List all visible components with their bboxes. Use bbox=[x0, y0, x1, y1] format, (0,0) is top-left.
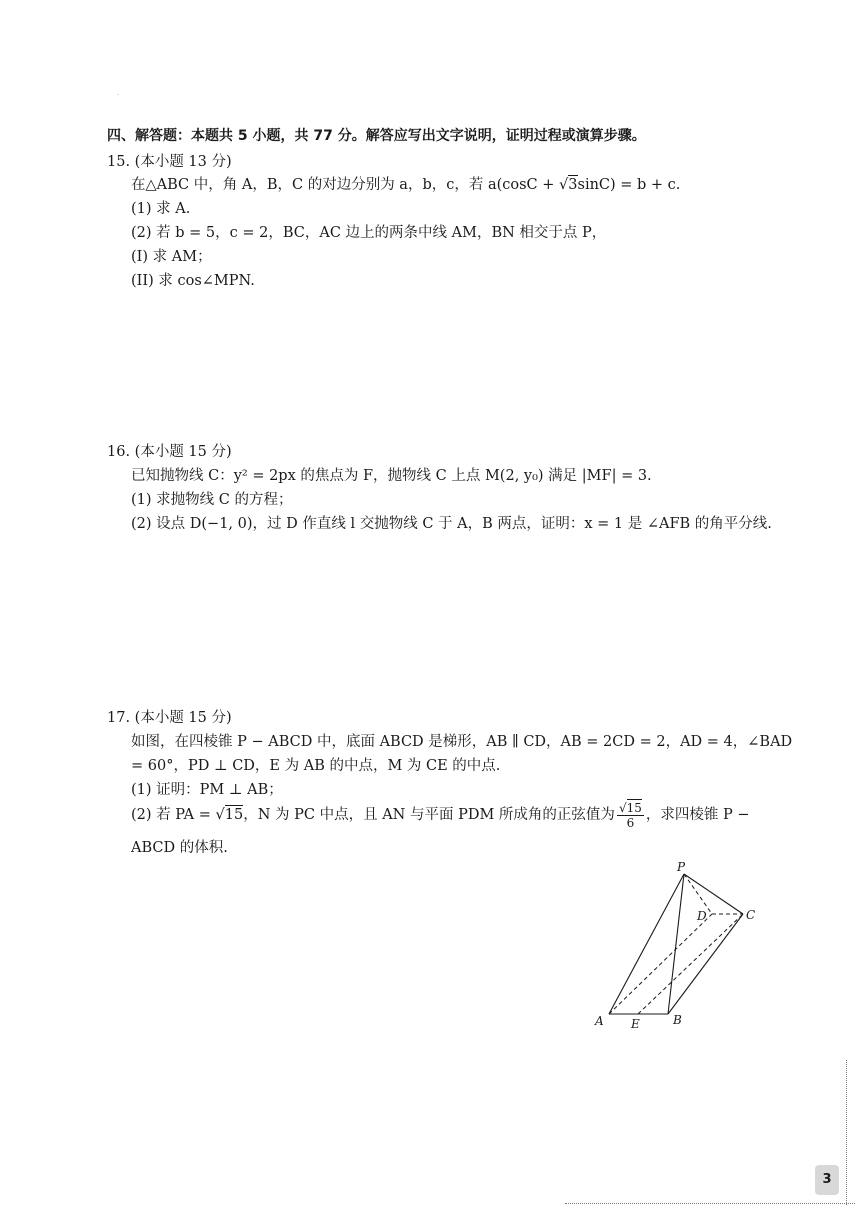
q15-stem-sqrt: 3 bbox=[568, 177, 578, 193]
q15-number: 15. (本小题 13 分) bbox=[107, 154, 232, 170]
q17-number: 17. (本小题 15 分) bbox=[107, 710, 232, 726]
q17-part1: (1) 证明：PM ⊥ AB； bbox=[131, 782, 283, 798]
label-A: A bbox=[595, 1014, 604, 1028]
edge-EC bbox=[638, 914, 743, 1014]
pyramid-figure bbox=[585, 858, 770, 1038]
edge-AD bbox=[609, 914, 712, 1014]
label-B: B bbox=[673, 1013, 682, 1027]
q17-part2-line2: ABCD 的体积. bbox=[131, 840, 228, 856]
q16-number: 16. (本小题 15 分) bbox=[107, 444, 232, 460]
q17-stem-line1: 如图，在四棱锥 P − ABCD 中，底面 ABCD 是梯形，AB ∥ CD，AB = 2CD = 2，AD = 4，∠BAD bbox=[131, 734, 793, 750]
q15-part2: (2) 若 b = 5，c = 2，BC，AC 边上的两条中线 AM，BN 相交于点 P， bbox=[131, 225, 607, 241]
q17-part2: (2) 若 PA = √15，N 为 PC 中点，且 AN 与平面 PDM 所成角的正弦值为 $\frac{√15}{6}$ ，求四棱锥 P − bbox=[131, 800, 750, 830]
label-D: D bbox=[697, 909, 707, 923]
q17-frac-den: 6 bbox=[626, 815, 635, 830]
q17-fraction: $\frac{√15}{6}$ bbox=[618, 800, 642, 830]
page-bottom-dots bbox=[565, 1203, 855, 1204]
q15-stem-pre: 在△ABC 中，角 A，B，C 的对边分别为 a，b，c，若 a(cosC + bbox=[131, 177, 560, 193]
edge-PC bbox=[684, 874, 743, 914]
label-P: P bbox=[677, 860, 686, 874]
q17-part2-sqrt: 15 bbox=[224, 807, 244, 823]
label-E: E bbox=[631, 1017, 640, 1031]
edge-PD bbox=[684, 874, 712, 914]
q17-part2-mid: ，N 为 PC 中点，且 AN 与平面 PDM 所成角的正弦值为 bbox=[243, 807, 615, 823]
edge-PA bbox=[609, 874, 684, 1014]
edge-BC bbox=[668, 914, 743, 1014]
q17-frac-num: 15 bbox=[626, 800, 642, 815]
q17-stem-line2: = 60°，PD ⊥ CD，E 为 AB 的中点，M 为 CE 的中点. bbox=[131, 758, 501, 774]
page-edge-dots bbox=[846, 1060, 847, 1205]
page-number: 3 bbox=[815, 1165, 839, 1195]
q16-stem: 已知抛物线 C：y² = 2px 的焦点为 F，抛物线 C 上点 M(2, y₀) 满足 |MF| = 3. bbox=[131, 468, 652, 484]
q16-part1: (1) 求抛物线 C 的方程； bbox=[131, 492, 293, 508]
q15-stem-post: sinC) = b + c. bbox=[577, 177, 681, 193]
label-C: C bbox=[746, 908, 756, 922]
q15-stem: 在△ABC 中，角 A，B，C 的对边分别为 a，b，c，若 a(cosC + √3sinC) = b + c. bbox=[131, 177, 681, 193]
section-heading: 四、解答题：本题共 5 小题，共 77 分。解答应写出文字说明，证明过程或演算步骤。 bbox=[107, 128, 646, 144]
q15-part2-ii: (II) 求 cos∠MPN. bbox=[131, 273, 255, 289]
scan-mark: · bbox=[117, 92, 119, 99]
q16-part2: (2) 设点 D(−1, 0)，过 D 作直线 l 交抛物线 C 于 A，B 两点，证明：x = 1 是 ∠AFB 的角平分线. bbox=[131, 516, 772, 532]
q15-part1: (1) 求 A. bbox=[131, 201, 191, 217]
q17-part2-pre: (2) 若 PA = bbox=[131, 807, 216, 823]
q15-part2-i: (I) 求 AM； bbox=[131, 249, 212, 265]
q17-part2-post: ，求四棱锥 P − bbox=[645, 807, 750, 823]
